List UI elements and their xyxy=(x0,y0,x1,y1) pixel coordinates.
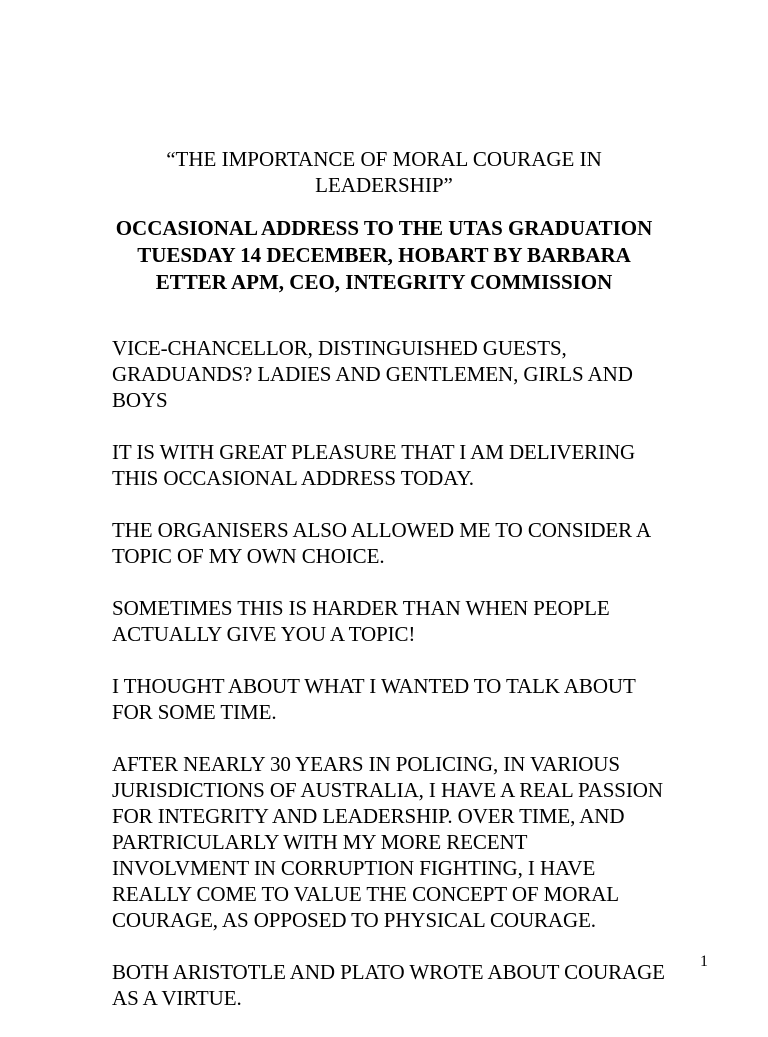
title-line: “THE IMPORTANCE OF MORAL COURAGE IN xyxy=(166,147,602,171)
paragraph-policing xyxy=(112,751,672,933)
text-line: ACTUALLY GIVE YOU A TOPIC! xyxy=(112,622,416,646)
paragraph-aristotle xyxy=(112,959,672,1011)
paragraph-thought xyxy=(112,673,672,725)
text-line: GRADUANDS? LADIES AND GENTLEMEN, GIRLS AND xyxy=(112,362,633,386)
paragraph-topic xyxy=(112,595,672,647)
text-line: BOTH ARISTOTLE AND PLATO WROTE ABOUT COURAGE xyxy=(112,960,665,984)
text-line: FOR INTEGRITY AND LEADERSHIP. OVER TIME, AND xyxy=(112,804,625,828)
text-line: BOYS xyxy=(112,388,168,412)
document-body xyxy=(112,335,672,1037)
subtitle-line: OCCASIONAL ADDRESS TO THE UTAS GRADUATION xyxy=(115,216,653,240)
paragraph-organisers xyxy=(112,517,672,569)
text-line: REALLY COME TO VALUE THE CONCEPT OF MORAL xyxy=(112,882,619,906)
text-line: AS A VIRTUE. xyxy=(112,986,242,1010)
text-line: IT IS WITH GREAT PLEASURE THAT I AM DELIVERING xyxy=(112,440,636,464)
text-line: JURISDICTIONS OF AUSTRALIA, I HAVE A REAL PASSION xyxy=(112,778,663,802)
text-line: FOR SOME TIME. xyxy=(112,700,277,724)
text-line: TOPIC OF MY OWN CHOICE. xyxy=(112,544,385,568)
page-number: 1 xyxy=(700,953,708,970)
paragraph-salutation xyxy=(112,335,672,413)
subtitle-line: TUESDAY 14 DECEMBER, HOBART BY BARBARA xyxy=(137,243,631,267)
text-line: PARTRICULARLY WITH MY MORE RECENT xyxy=(112,830,528,854)
text-line: VICE-CHANCELLOR, DISTINGUISHED GUESTS, xyxy=(112,336,567,360)
text-line: INVOLVMENT IN CORRUPTION FIGHTING, I HAVE xyxy=(112,856,596,880)
text-line: I THOUGHT ABOUT WHAT I WANTED TO TALK ABOUT xyxy=(112,674,636,698)
text-line: COURAGE, AS OPPOSED TO PHYSICAL COURAGE. xyxy=(112,908,596,932)
document-title xyxy=(100,146,668,198)
text-line: SOMETIMES THIS IS HARDER THAN WHEN PEOPLE xyxy=(112,596,610,620)
document-subtitle xyxy=(100,215,668,296)
paragraph-pleasure xyxy=(112,439,672,491)
text-line: THE ORGANISERS ALSO ALLOWED ME TO CONSIDER A xyxy=(112,518,652,542)
text-line: THIS OCCASIONAL ADDRESS TODAY. xyxy=(112,466,474,490)
title-line: LEADERSHIP” xyxy=(315,173,453,197)
subtitle-line: ETTER APM, CEO, INTEGRITY COMMISSION xyxy=(155,270,613,294)
text-line: AFTER NEARLY 30 YEARS IN POLICING, IN VARIOUS xyxy=(112,752,620,776)
